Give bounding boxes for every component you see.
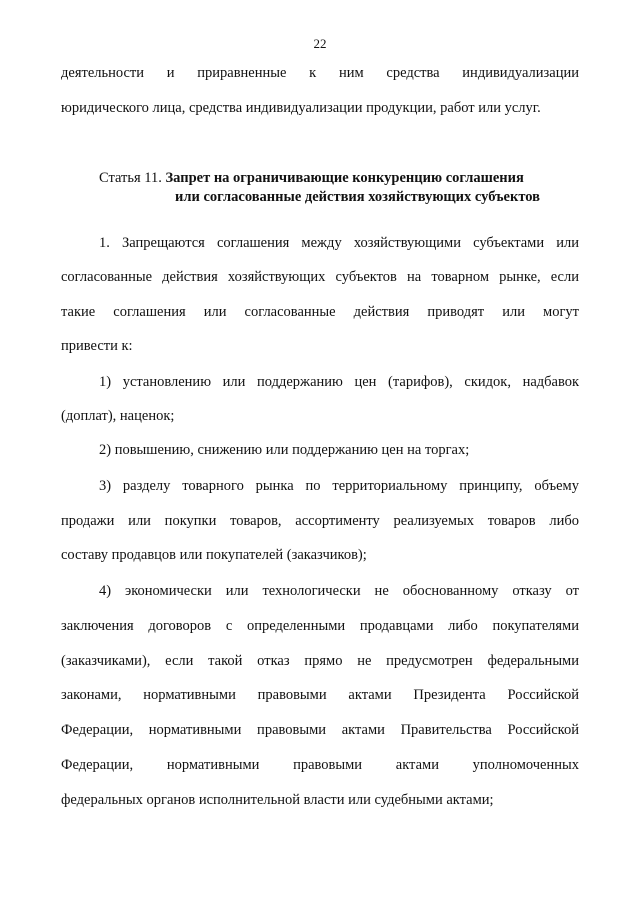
paragraph-1-line-4: привести к: bbox=[61, 338, 133, 354]
paragraph-1-line-3: такие соглашения или согласованные действия приводят или могут bbox=[61, 304, 579, 320]
item-4-line-4: законами, нормативными правовыми актами Президента Российской bbox=[61, 687, 579, 703]
item-1-line-1: 1) установлению или поддержанию цен (тарифов), скидок, надбавок bbox=[99, 374, 579, 390]
item-3-line-3: составу продавцов или покупателей (заказчиков); bbox=[61, 547, 367, 563]
item-4-line-5: Федерации, нормативными правовыми актами Правительства Российской bbox=[61, 722, 579, 738]
article-label: Статья 11. bbox=[99, 170, 162, 186]
item-3-line-1: 3) разделу товарного рынка по территориальному принципу, объему bbox=[99, 478, 579, 494]
item-3-line-2: продажи или покупки товаров, ассортименту реализуемых товаров либо bbox=[61, 513, 579, 529]
item-1-line-2: (доплат), наценок; bbox=[61, 408, 175, 424]
item-4-line-2: заключения договоров с определенными продавцами либо покупателями bbox=[61, 618, 579, 634]
article-title-line-2: или согласованные действия хозяйствующих субъектов bbox=[175, 189, 540, 205]
intro-line-2: юридического лица, средства индивидуализации продукции, работ или услуг. bbox=[61, 100, 541, 116]
paragraph-1-line-2: согласованные действия хозяйствующих субъектов на товарном рынке, если bbox=[61, 269, 579, 285]
paragraph-1-line-1: 1. Запрещаются соглашения между хозяйствующими субъектами или bbox=[99, 235, 579, 251]
article-title-line-1: Запрет на ограничивающие конкуренцию соглашения bbox=[165, 170, 524, 186]
page-number: 22 bbox=[313, 36, 327, 51]
item-4-line-7: федеральных органов исполнительной власти или судебными актами; bbox=[61, 792, 494, 808]
item-2-line-1: 2) повышению, снижению или поддержанию цен на торгах; bbox=[99, 442, 470, 458]
item-4-line-3: (заказчиками), если такой отказ прямо не предусмотрен федеральными bbox=[61, 653, 579, 669]
item-4-line-1: 4) экономически или технологически не обоснованному отказу от bbox=[99, 583, 579, 599]
item-4-line-6: Федерации, нормативными правовыми актами уполномоченных bbox=[61, 757, 579, 773]
intro-line-1: деятельности и приравненные к ним средства индивидуализации bbox=[61, 65, 579, 81]
